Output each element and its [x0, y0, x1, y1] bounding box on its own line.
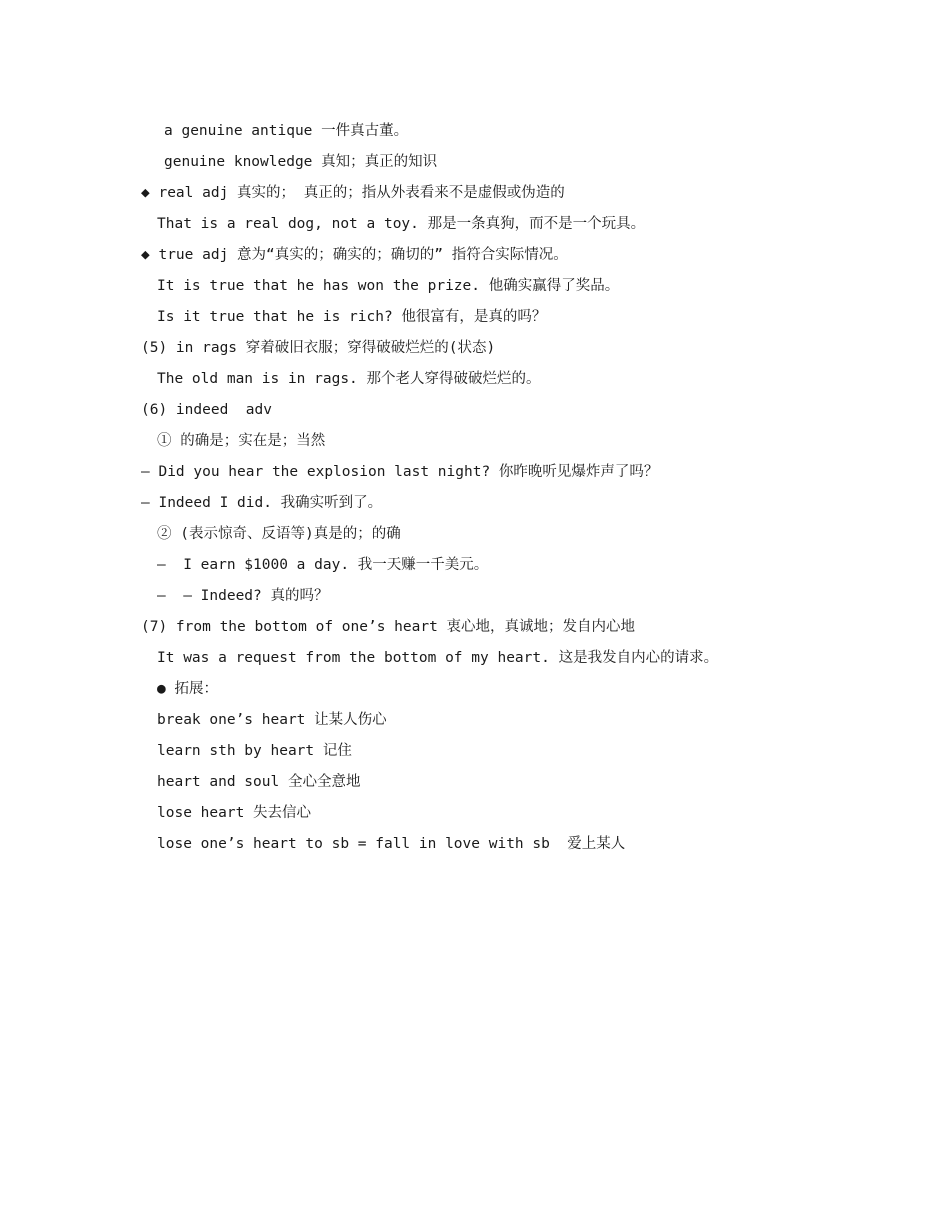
sense-indeed-1: ① 的确是；实在是；当然 [157, 433, 326, 449]
entry-true-adj: ◆ true adj 意为“真实的；确实的；确切的” 指符合实际情况。 [141, 247, 568, 263]
dialogue-earn-statement: — I earn $1000 a day. 我一天赚一千美元。 [157, 557, 489, 573]
example-real-dog: That is a real dog, not a toy. 那是一条真狗，而不是一个玩具。 [157, 216, 646, 232]
example-true-rich: Is it true that he is rich? 他很富有，是真的吗？ [157, 309, 547, 325]
entry-real-adj: ◆ real adj 真实的； 真正的；指从外表看来不是虚假或伪造的 [141, 185, 565, 201]
phrase-lose-heart: lose heart 失去信心 [157, 805, 312, 821]
extension-heading: ● 拓展： [157, 681, 218, 697]
dialogue-explosion-question: — Did you hear the explosion last night? 你昨晚听见爆炸声了吗？ [141, 464, 659, 480]
heading-from-the-bottom: (7) from the bottom of one’s heart 衷心地，真诚地；发自内心地 [141, 619, 636, 635]
dialogue-explosion-answer: — Indeed I did. 我确实听到了。 [141, 495, 383, 511]
phrase-heart-and-soul: heart and soul 全心全意地 [157, 774, 361, 790]
heading-in-rags: (5) in rags 穿着破旧衣服；穿得破破烂烂的(状态) [141, 340, 496, 356]
example-request: It was a request from the bottom of my heart. 这是我发自内心的请求。 [157, 650, 719, 666]
phrase-lose-heart-to: lose one’s heart to sb = fall in love with sb 爱上某人 [157, 836, 626, 852]
heading-indeed: (6) indeed adv [141, 402, 272, 418]
example-genuine-knowledge: genuine knowledge 真知；真正的知识 [164, 154, 438, 170]
dialogue-earn-reply: — — Indeed? 真的吗？ [157, 588, 329, 604]
phrase-break-heart: break one’s heart 让某人伤心 [157, 712, 387, 728]
example-in-rags: The old man is in rags. 那个老人穿得破破烂烂的。 [157, 371, 541, 387]
example-genuine-antique: a genuine antique 一件真古董。 [164, 123, 409, 139]
phrase-learn-by-heart: learn sth by heart 记住 [157, 743, 352, 759]
example-true-prize: It is true that he has won the prize. 他确实赢得了奖品。 [157, 278, 620, 294]
sense-indeed-2: ② (表示惊奇、反语等)真是的；的确 [157, 526, 401, 542]
